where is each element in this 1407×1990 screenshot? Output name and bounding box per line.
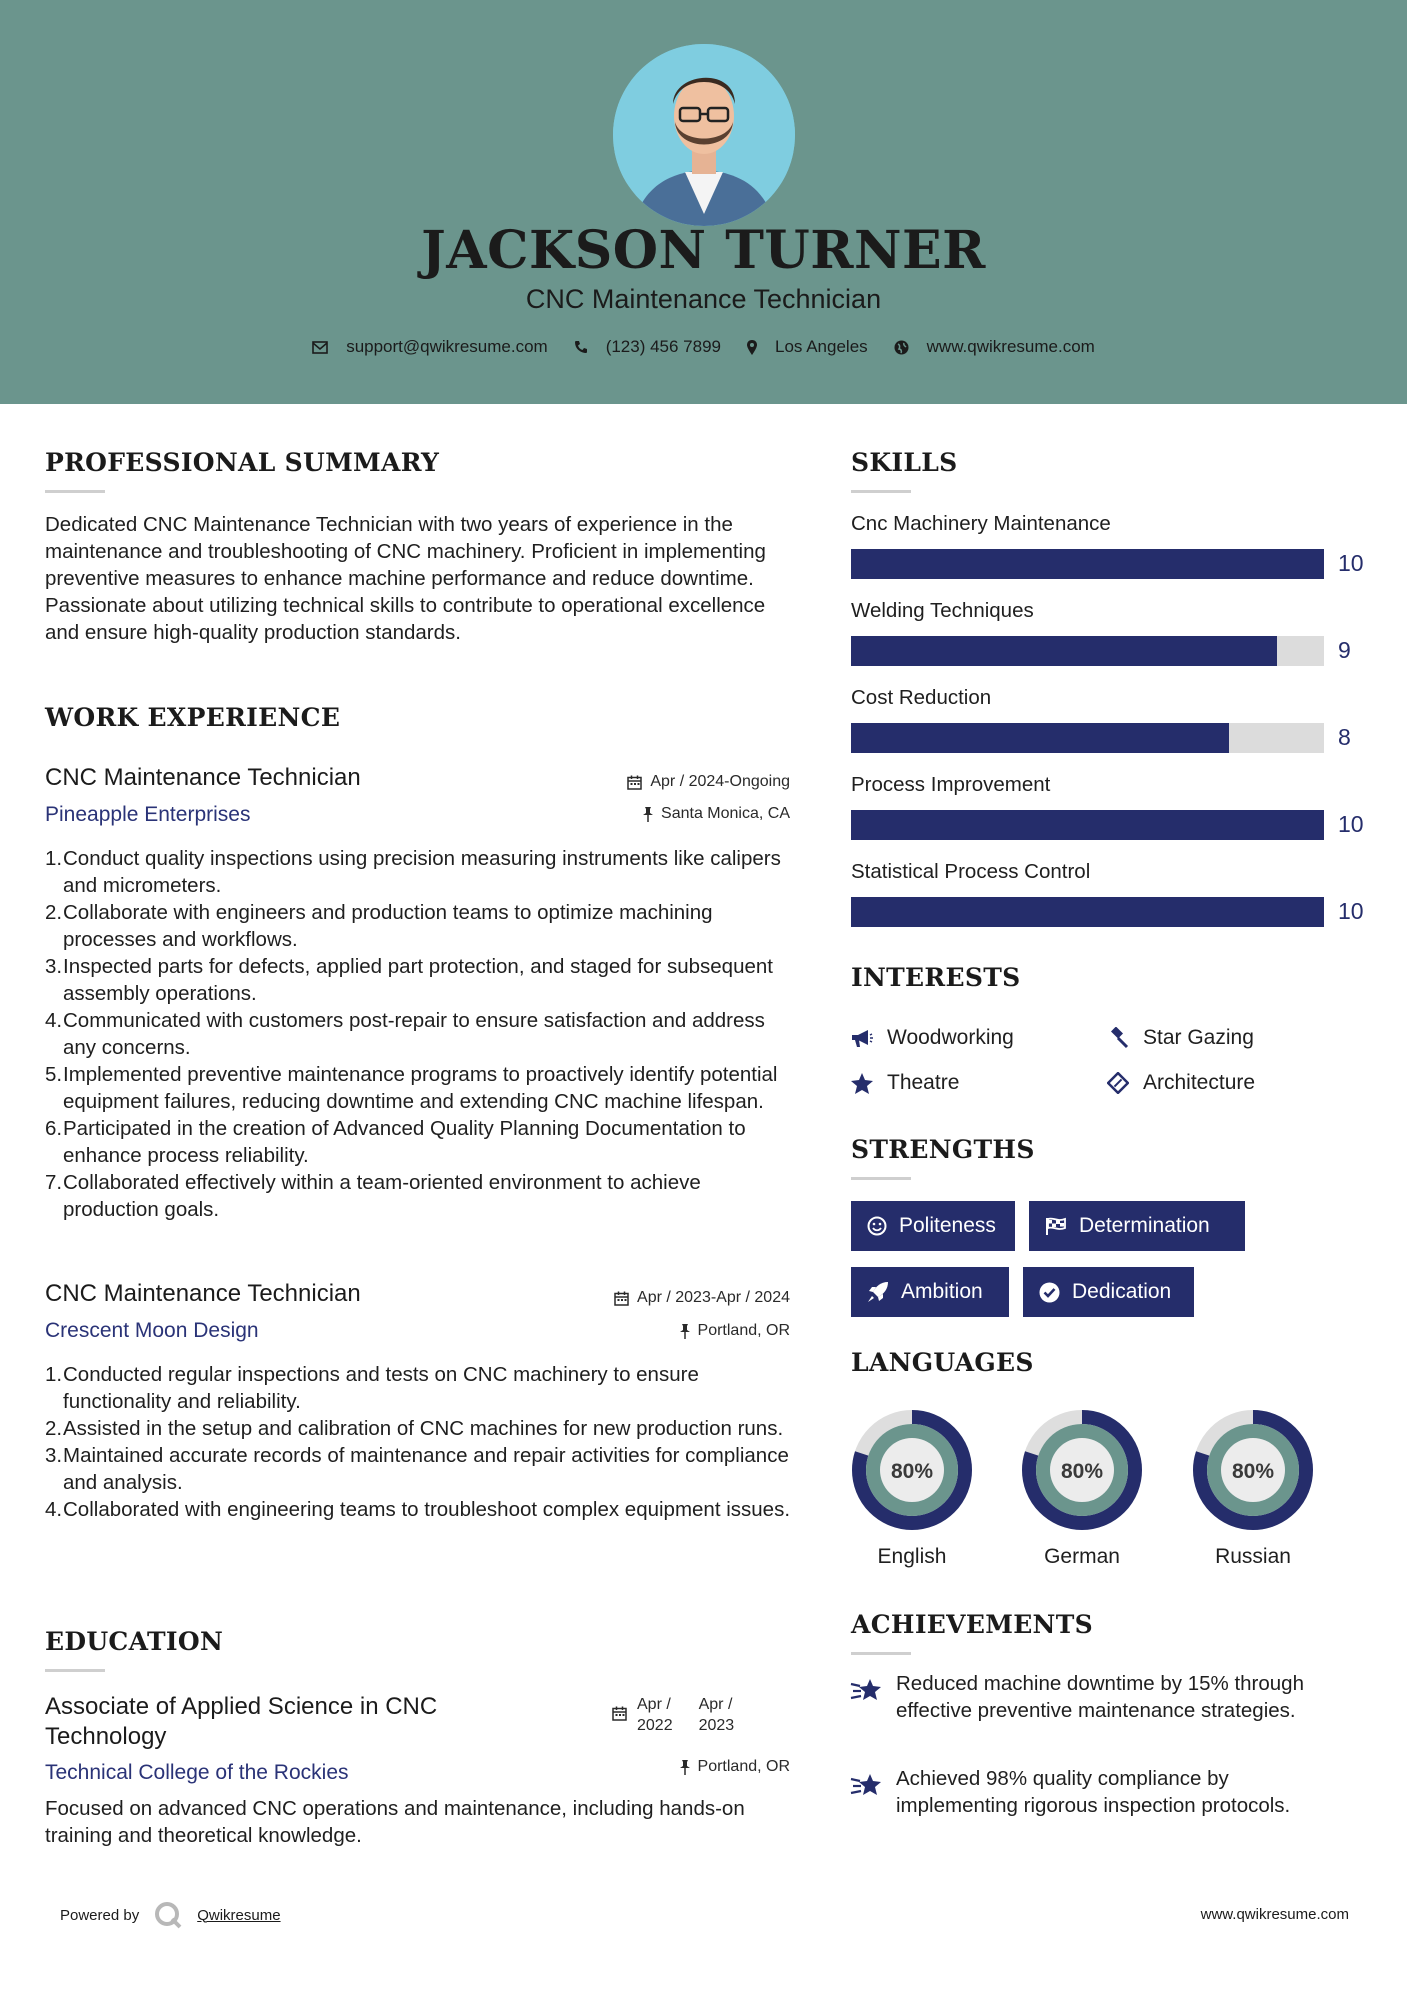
section-divider xyxy=(851,490,911,493)
achievement-text: Reduced machine downtime by 15% through effective preventive maintenance strategies. xyxy=(896,1672,1304,1722)
skill-bar-track xyxy=(851,636,1324,666)
strength-label: Politeness xyxy=(899,1214,996,1237)
gavel-icon xyxy=(1107,1027,1129,1049)
shooting-star-icon xyxy=(850,1771,882,1804)
education-start-date: Apr / 2022 xyxy=(637,1696,673,1734)
interest-item xyxy=(851,1071,959,1095)
globe-icon xyxy=(894,340,909,355)
resume-header xyxy=(0,0,1407,404)
smile-icon xyxy=(867,1216,887,1236)
language-name: English xyxy=(877,1545,947,1568)
education-location-text: Portland, OR xyxy=(697,1758,790,1775)
phone-icon xyxy=(574,340,588,354)
job-location-text: Santa Monica, CA xyxy=(661,805,790,822)
contact-location xyxy=(747,337,868,357)
job-title: CNC Maintenance Technician xyxy=(45,1280,361,1307)
job-company: Crescent Moon Design xyxy=(45,1319,259,1342)
skill-bar-track xyxy=(851,549,1324,579)
contact-phone[interactable] xyxy=(574,337,721,357)
skill-bar-fill xyxy=(851,549,1324,579)
language-gauge xyxy=(851,1409,973,1536)
list-item: 3. Inspected parts for defects, applied part protection, and staged for subsequent assembly operations. xyxy=(45,955,773,1005)
star-icon xyxy=(851,1073,873,1094)
strength-label: Determination xyxy=(1079,1214,1210,1237)
list-item: 2. Collaborate with engineers and production teams to optimize machining processes and workflows. xyxy=(45,901,713,951)
language-gauge xyxy=(1192,1409,1314,1536)
summary-heading: PROFESSIONAL SUMMARY xyxy=(45,448,440,477)
skill-label: Statistical Process Control xyxy=(851,860,1091,883)
strength-badge xyxy=(1029,1201,1245,1251)
powered-by-label: Powered by xyxy=(60,1906,140,1924)
contact-bar xyxy=(0,337,1407,357)
skill-bar-fill xyxy=(851,636,1277,666)
list-item: 2. Assisted in the setup and calibration of CNC machines for new production runs. xyxy=(45,1417,784,1440)
interest-item xyxy=(1107,1071,1255,1095)
profile-photo xyxy=(613,44,795,226)
pushpin-icon xyxy=(643,807,653,822)
job-dates xyxy=(614,1289,790,1307)
list-item: 3. Maintained accurate records of maintenance and repair activities for compliance and analysis. xyxy=(45,1444,789,1494)
envelope-icon xyxy=(312,341,328,354)
work-heading: WORK EXPERIENCE xyxy=(45,703,341,732)
job-responsibilities xyxy=(45,1361,795,1523)
skill-label: Welding Techniques xyxy=(851,599,1034,622)
skill-bar-fill xyxy=(851,723,1229,753)
skills-heading: SKILLS xyxy=(851,448,958,477)
skill-bar-fill xyxy=(851,897,1324,927)
skill-bar-track xyxy=(851,897,1324,927)
list-item: 6. Participated in the creation of Advanced Quality Planning Documentation to enhance process reliability. xyxy=(45,1117,746,1167)
degree-line: Associate of Applied Science in CNC xyxy=(45,1693,438,1720)
contact-email[interactable] xyxy=(312,337,548,357)
gauge-percent: 80% xyxy=(890,1460,934,1483)
skill-value: 9 xyxy=(1338,637,1351,663)
education-location xyxy=(680,1758,790,1776)
interest-label: Theatre xyxy=(887,1071,960,1094)
degree-line: Technology xyxy=(45,1723,167,1750)
check-circle-icon xyxy=(1039,1282,1060,1303)
language-name: Russian xyxy=(1215,1545,1291,1568)
interests-heading: INTERESTS xyxy=(851,963,1021,992)
achievements-heading: ACHIEVEMENTS xyxy=(851,1610,1093,1639)
languages-heading: LANGUAGES xyxy=(851,1348,1034,1377)
list-item: 1. Conducted regular inspections and tests on CNC machinery to ensure functionality and reliability. xyxy=(45,1363,699,1413)
strength-badge xyxy=(851,1267,1009,1317)
job-location xyxy=(643,805,790,823)
map-pin-icon xyxy=(747,340,757,355)
section-divider xyxy=(851,1177,911,1180)
gauge-percent: 80% xyxy=(1060,1460,1104,1483)
school-name: Technical College of the Rockies xyxy=(45,1761,349,1784)
interest-item xyxy=(1107,1026,1254,1050)
strengths-heading: STRENGTHS xyxy=(851,1135,1035,1164)
location-text: Los Angeles xyxy=(775,337,868,356)
job-dates xyxy=(627,773,790,791)
footer-powered-by xyxy=(60,1900,281,1930)
calendar-icon xyxy=(627,775,642,790)
pushpin-icon xyxy=(680,1760,690,1775)
skill-value: 10 xyxy=(1338,550,1364,576)
skill-value: 8 xyxy=(1338,724,1351,750)
contact-website[interactable] xyxy=(894,337,1095,357)
candidate-name: JACKSON TURNER xyxy=(421,220,986,281)
section-divider xyxy=(45,490,105,493)
strength-badge xyxy=(851,1201,1015,1251)
interest-item xyxy=(851,1026,1014,1050)
skill-value: 10 xyxy=(1338,811,1364,837)
website-text: www.qwikresume.com xyxy=(926,337,1095,356)
skill-label: Process Improvement xyxy=(851,773,1051,796)
list-item: 5. Implemented preventive maintenance programs to proactively identify potential equipment failures, reducing downtime and extending CNC machine lifespan. xyxy=(45,1063,778,1113)
skill-value: 10 xyxy=(1338,898,1364,924)
interest-label: Architecture xyxy=(1143,1071,1256,1094)
section-divider xyxy=(851,1652,911,1655)
summary-text: Dedicated CNC Maintenance Technician with two years of experience in the maintenance and troubleshooting of CNC machinery. Proficient in implementing preventive measures to enhance machine performance and reduce downtime. Passionate about utilizing technical skills to contribute to operational excellence and ensure high-quality production standards. xyxy=(45,513,766,644)
candidate-title: CNC Maintenance Technician xyxy=(525,284,882,314)
job-dates-text: Apr / 2023-Apr / 2024 xyxy=(637,1289,790,1306)
skill-bar-track xyxy=(851,723,1324,753)
flag-icon xyxy=(1045,1217,1067,1235)
education-description: Focused on advanced CNC operations and maintenance, including hands-on training and theoretical knowledge. xyxy=(45,1797,745,1847)
gauge-percent: 80% xyxy=(1231,1460,1275,1483)
brand-link[interactable]: Qwikresume xyxy=(197,1906,281,1924)
job-location xyxy=(680,1322,790,1340)
skill-label: Cnc Machinery Maintenance xyxy=(851,512,1111,535)
education-end-date: Apr / 2023 xyxy=(698,1696,735,1734)
language-name: German xyxy=(1044,1545,1120,1568)
education-dates xyxy=(612,1694,734,1736)
job-responsibilities xyxy=(45,845,795,1223)
skill-bar-fill xyxy=(851,810,1324,840)
calendar-icon xyxy=(612,1706,627,1721)
list-item: 1. Conduct quality inspections using precision measuring instruments like calipers and micrometers. xyxy=(45,847,781,897)
education-heading: EDUCATION xyxy=(45,1627,224,1656)
job-company: Pineapple Enterprises xyxy=(45,803,251,826)
footer-website[interactable]: www.qwikresume.com xyxy=(1200,1906,1349,1923)
drafting-icon xyxy=(1107,1072,1129,1094)
job-dates-text: Apr / 2024-Ongoing xyxy=(650,773,790,790)
skill-bar-track xyxy=(851,810,1324,840)
skill-label: Cost Reduction xyxy=(851,686,992,709)
list-item: 4. Collaborated with engineering teams to troubleshoot complex equipment issues. xyxy=(45,1498,791,1521)
job-title: CNC Maintenance Technician xyxy=(45,764,361,791)
qwikresume-logo-icon xyxy=(153,1900,183,1930)
strength-badge xyxy=(1023,1267,1194,1317)
strength-label: Ambition xyxy=(901,1280,983,1303)
job-location-text: Portland, OR xyxy=(697,1322,790,1339)
list-item: 4. Communicated with customers post-repair to ensure satisfaction and address any concerns. xyxy=(45,1009,765,1059)
email-text: support@qwikresume.com xyxy=(346,337,548,356)
language-gauge xyxy=(1021,1409,1143,1536)
strength-label: Dedication xyxy=(1072,1280,1172,1303)
megaphone-icon xyxy=(851,1028,873,1048)
section-divider xyxy=(45,1669,105,1672)
pushpin-icon xyxy=(680,1324,690,1339)
list-item: 7. Collaborated effectively within a team-oriented environment to achieve production goals. xyxy=(45,1171,701,1221)
degree-title xyxy=(45,1692,437,1752)
shooting-star-icon xyxy=(850,1676,882,1709)
interest-label: Woodworking xyxy=(887,1026,1014,1049)
rocket-icon xyxy=(867,1281,889,1303)
phone-text: (123) 456 7899 xyxy=(605,337,722,356)
achievement-text: Achieved 98% quality compliance by implementing rigorous inspection protocols. xyxy=(896,1767,1291,1817)
calendar-icon xyxy=(614,1291,629,1306)
interest-label: Star Gazing xyxy=(1143,1026,1254,1049)
